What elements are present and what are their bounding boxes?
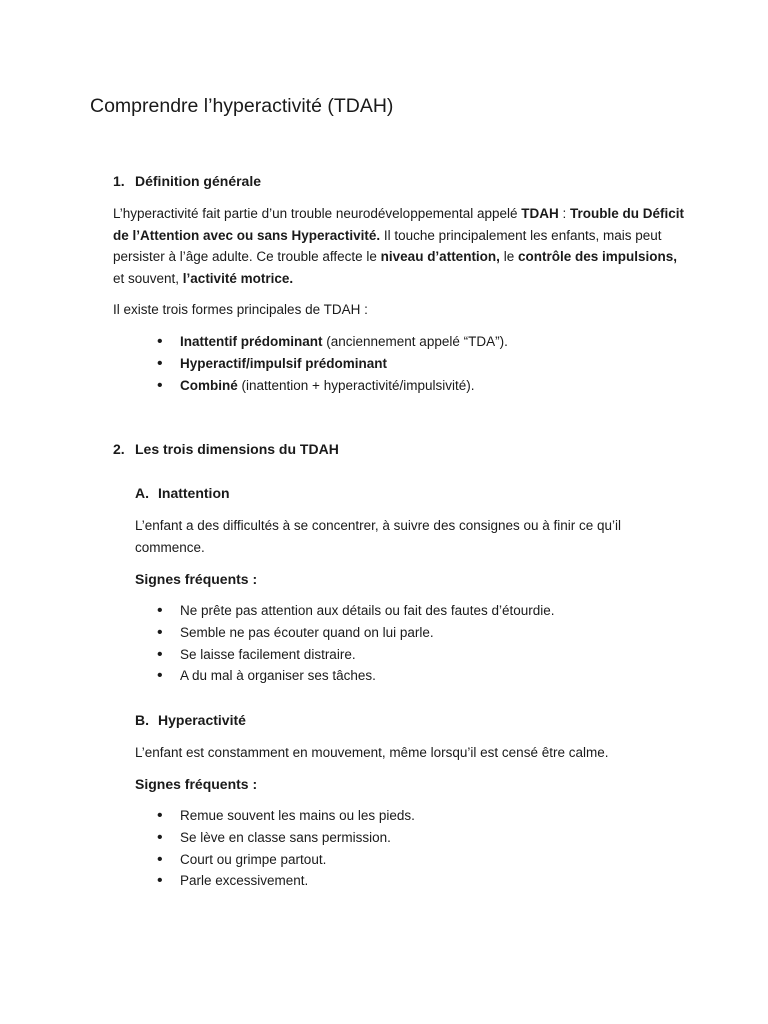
subsection-b-heading [135, 710, 246, 730]
list-item: • Se lève en classe sans permission. [157, 827, 415, 849]
form-name: Inattentif prédominant [180, 334, 323, 349]
definition-bold-motrice: l’activité motrice. [182, 270, 294, 286]
section-1-title: Définition générale [135, 173, 262, 189]
subsection-a-title: Inattention [158, 485, 230, 501]
section-2-title: Les trois dimensions du TDAH [135, 441, 339, 457]
list-item: • Court ou grimpe partout. [157, 849, 415, 871]
page-title: Comprendre l’hyperactivité (TDAH) [90, 95, 394, 117]
list-item: • Se laisse facilement distraire. [157, 644, 555, 666]
list-item: • Semble ne pas écouter quand on lui parle. [157, 622, 555, 644]
section-2-number: 2. [113, 441, 125, 457]
list-item [157, 331, 508, 353]
section-1-heading [113, 171, 261, 191]
definition-text-3: Il touche principalement les enfants, mais peut persister à l’âge adulte. Ce trouble affecte le [113, 227, 662, 265]
forms-list [157, 331, 508, 396]
definition-paragraph [113, 203, 688, 289]
definition-text-1: L’hyperactivité fait partie d’un trouble neurodéveloppemental appelé [113, 206, 522, 221]
definition-bold-tdah: TDAH [521, 206, 559, 221]
list-item: • Parle excessivement. [157, 870, 415, 892]
section-2-heading [113, 439, 339, 459]
inattention-signs-label: Signes fréquents : [135, 571, 258, 587]
list-item: • Ne prête pas attention aux détails ou fait des fautes d’étourdie. [157, 600, 555, 622]
hyperactivity-paragraph: L’enfant est constamment en mouvement, même lorsqu’il est censé être calme. [135, 745, 609, 760]
definition-text-2: : [558, 206, 571, 221]
list-item [157, 353, 508, 375]
hyperactivity-signs-label: Signes fréquents : [135, 776, 258, 792]
definition-text-4: le [499, 249, 518, 265]
section-1-number: 1. [113, 173, 125, 189]
inattention-paragraph: L’enfant a des difficultés à se concentrer, à suivre des consignes ou à finir ce qu’il commence. [135, 518, 622, 555]
list-item: • Remue souvent les mains ou les pieds. [157, 805, 415, 827]
form-detail: (inattention + hyperactivité/impulsivité). [237, 377, 475, 393]
form-detail: (anciennement appelé “TDA”). [322, 334, 508, 349]
list-item [157, 375, 508, 397]
list-item: • A du mal à organiser ses tâches. [157, 665, 555, 687]
form-name: Hyperactif/impulsif prédominant [180, 355, 388, 371]
subsection-a-letter: A. [135, 485, 149, 501]
subsection-a-heading [135, 483, 230, 503]
definition-text-5: et souvent, [113, 270, 183, 286]
hyperactivity-signs-list [157, 805, 415, 892]
subsection-b-letter: B. [135, 712, 149, 728]
inattention-signs-list [157, 600, 555, 687]
form-name: Combiné [180, 377, 238, 393]
subsection-b-title: Hyperactivité [158, 712, 246, 728]
definition-bold-attention: niveau d’attention, [380, 249, 500, 265]
definition-bold-full-name: Trouble du Déficit de l’Attention avec ou sans Hyperactivité. [113, 206, 685, 243]
forms-intro: Il existe trois formes principales de TDAH : [113, 302, 368, 317]
definition-bold-impulsions: contrôle des impulsions, [517, 249, 677, 265]
